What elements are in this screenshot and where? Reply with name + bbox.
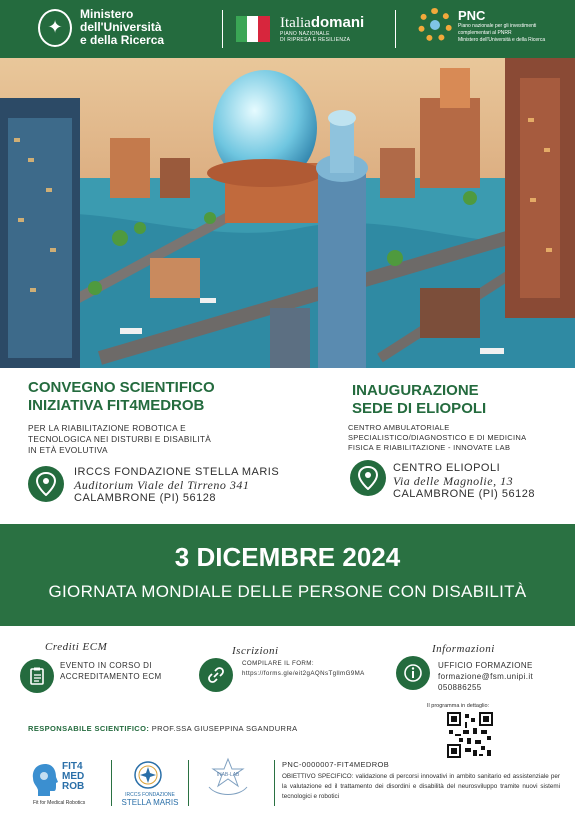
crediti-text: EVENTO IN CORSO DI ACCREDITAMENTO ECM <box>60 661 162 681</box>
event-date: 3 DICEMBRE 2024 <box>174 542 401 572</box>
left-event-description: PER LA RIABILITAZIONE ROBOTICA E TECNOLOGICA NEI DISTURBI E DISABILITÀ IN ETÀ EVOLUTIVA <box>28 423 212 455</box>
pnc-logo: PNC Piano nazionale per gli investimenti complementari al PNRR Ministero dell'Università e della Ricerca <box>418 8 545 44</box>
clipboard-icon <box>20 659 54 693</box>
header-divider <box>395 10 396 48</box>
crediti-heading: Crediti ECM <box>45 641 108 653</box>
fit4medrob-tagline: Fit for Medical Robotics <box>33 800 86 806</box>
date-band <box>0 524 575 626</box>
contact-email[interactable]: formazione@fsm.unipi.it <box>438 672 534 681</box>
footer-divider <box>274 760 275 806</box>
italia-domani-logo: Italiadomani PIANO NAZIONALE DI RIPRESA E RESILIENZA <box>232 12 364 46</box>
republic-emblem-icon: ✦ <box>38 9 72 47</box>
right-event-location: CENTRO ELIOPOLI Via delle Magnolie, 13 CALAMBRONE (PI) 56128 <box>393 462 535 500</box>
stella-maris-wordmark: IRCCS FONDAZIONE STELLA MARIS <box>121 792 179 807</box>
inab-lab-label: INAB-LAB <box>216 772 240 778</box>
footer-divider <box>188 760 189 806</box>
project-code: PNC-0000007-FIT4MEDROB <box>282 760 390 769</box>
location-pin-icon <box>350 460 386 496</box>
ministry-logo <box>38 8 164 47</box>
location-pin-icon <box>28 466 64 502</box>
fit4medrob-wordmark: FIT4 MED ROB <box>62 761 85 792</box>
ministry-name: Ministero dell'Università e della Ricerca <box>80 7 165 47</box>
footer-divider <box>111 760 112 806</box>
qr-caption: Il programma in dettaglio: <box>427 703 490 709</box>
stella-maris-emblem-icon <box>133 760 163 790</box>
iscrizioni-text: COMPILARE IL FORM: https://forms.gle/eit2gAQNsTgllmG9MA <box>242 660 365 677</box>
italia-domani-title: Italiadomani <box>280 14 365 31</box>
header-divider <box>222 10 223 48</box>
futuristic-city-illustration <box>0 58 575 368</box>
inab-lab-badge-icon <box>201 757 255 801</box>
left-event-location: IRCCS FONDAZIONE STELLA MARIS Auditorium Viale del Tirreno 341 CALAMBRONE (PI) 56128 <box>74 466 280 504</box>
iscrizioni-heading: Iscrizioni <box>232 645 279 657</box>
left-event-title: CONVEGNO SCIENTIFICO INIZIATIVA FIT4MEDROB <box>28 379 215 414</box>
qr-code-icon[interactable] <box>447 712 493 758</box>
registration-form-link[interactable]: https://forms.gle/eit2gAQNsTgllmG9MA <box>242 670 365 677</box>
informazioni-heading: Informazioni <box>432 643 495 655</box>
italy-flag-icon <box>232 12 274 46</box>
info-icon <box>396 656 430 690</box>
header-bar <box>0 0 575 58</box>
gear-icon <box>418 8 452 42</box>
fit4medrob-head-icon <box>30 762 60 798</box>
right-event-description: CENTRO AMBULATORIALE SPECIALISTICO/DIAGNOSTICO E DI MEDICINA FISICA E RIABILITAZIONE - INNOVATE LAB <box>348 423 527 452</box>
event-subtitle: GIORNATA MONDIALE DELLE PERSONE CON DISABILITÀ <box>48 582 527 601</box>
contact-phone: 050886255 <box>438 683 482 692</box>
project-objective: OBIETTIVO SPECIFICO: validazione di percorsi innovativi in ambito sanitario ed assistenziale per la valutazione ed il trattamento dei disordini e disabilità del neurosviluppo tramite nuovi sistemi tecnologici e robotici <box>282 773 561 800</box>
scientific-lead: RESPONSABILE SCIENTIFICO: PROF.SSA GIUSEPPINA SGANDURRA <box>28 724 298 733</box>
informazioni-text: UFFICIO FORMAZIONE formazione@fsm.unipi.it 050886255 <box>438 661 534 692</box>
link-icon[interactable] <box>199 658 233 692</box>
right-event-title: INAUGURAZIONE SEDE DI ELIOPOLI <box>352 382 487 417</box>
